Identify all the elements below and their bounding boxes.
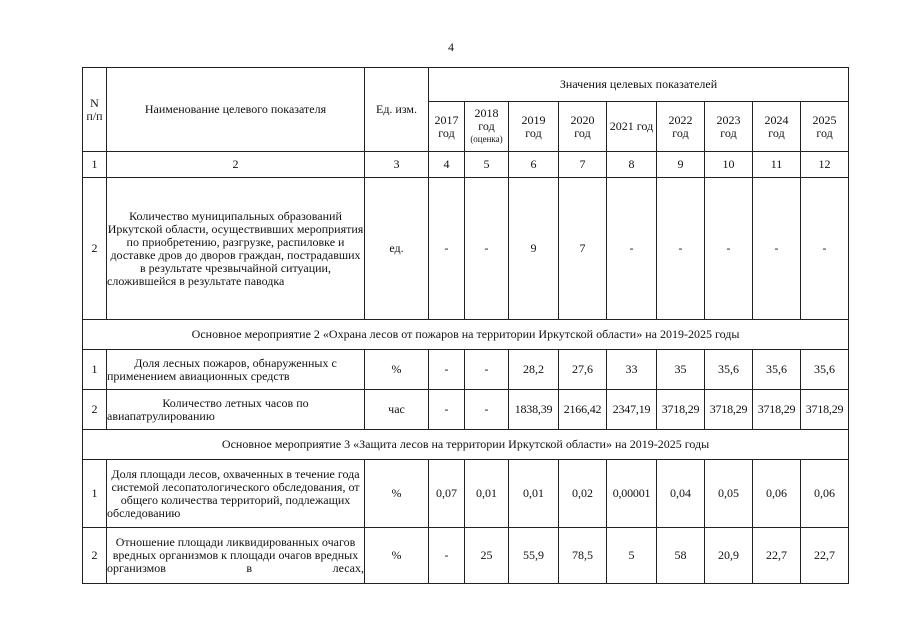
row-value: 20,9 xyxy=(705,528,753,584)
row-value: 0,06 xyxy=(801,460,849,528)
header-name: Наименование целевого показателя xyxy=(107,68,365,152)
row-unit: час xyxy=(365,390,429,430)
column-number: 10 xyxy=(705,152,753,178)
header-year-label: 2017 xyxy=(434,112,459,127)
header-year-sub: год xyxy=(574,125,591,140)
column-number: 8 xyxy=(607,152,657,178)
column-number: 3 xyxy=(365,152,429,178)
header-year-label: 2020 xyxy=(570,112,595,127)
row-num: 2 xyxy=(83,390,107,430)
row-value: - xyxy=(801,178,849,320)
header-year-label: 2023 xyxy=(716,112,741,127)
row-value: - xyxy=(429,528,465,584)
section-title: Основное мероприятие 3 «Защита лесов на территории Иркутской области» на 2019-2025 годы xyxy=(83,430,849,460)
header-year-0 xyxy=(429,102,465,152)
row-value: - xyxy=(753,178,801,320)
row-value: 2166,42 xyxy=(559,390,607,430)
page-number: 4 xyxy=(448,40,454,54)
header-values-title: Значения целевых показателей xyxy=(429,68,849,102)
row-value: - xyxy=(657,178,705,320)
header-year-note: (оценка) xyxy=(470,134,503,144)
header-year-sub: год xyxy=(816,125,833,140)
header-year-5 xyxy=(657,102,705,152)
row-num: 2 xyxy=(83,528,107,584)
column-number: 7 xyxy=(559,152,607,178)
column-number: 5 xyxy=(465,152,509,178)
header-year-sub: год xyxy=(438,125,455,140)
row-value: 9 xyxy=(509,178,559,320)
header-year-label: 2025 xyxy=(812,112,837,127)
table-row xyxy=(83,528,849,584)
row-value: - xyxy=(607,178,657,320)
header-year-sub: год xyxy=(525,125,542,140)
row-name: Отношение площади ликвидированных очагов вредных организмов к площади очагов вредных организмов в лесах, xyxy=(107,528,365,584)
row-value: 0,06 xyxy=(753,460,801,528)
header-year-3 xyxy=(559,102,607,152)
table-row xyxy=(83,390,849,430)
row-unit: % xyxy=(365,528,429,584)
row-value: 78,5 xyxy=(559,528,607,584)
row-name: Доля лесных пожаров, обнаруженных с применением авиационных средств xyxy=(107,350,365,390)
section-row xyxy=(83,430,849,460)
row-value: - xyxy=(705,178,753,320)
row-value: 22,7 xyxy=(753,528,801,584)
header-year-label: 2019 xyxy=(521,112,546,127)
row-value: 0,07 xyxy=(429,460,465,528)
row-unit: % xyxy=(365,350,429,390)
header-year-8 xyxy=(801,102,849,152)
row-value: - xyxy=(429,390,465,430)
header-year-2 xyxy=(509,102,559,152)
row-value: 0,02 xyxy=(559,460,607,528)
header-year-6 xyxy=(705,102,753,152)
row-num: 2 xyxy=(83,178,107,320)
column-number: 2 xyxy=(107,152,365,178)
header-year-label: 2024 xyxy=(764,112,789,127)
row-value: 35,6 xyxy=(705,350,753,390)
row-value: 35,6 xyxy=(801,350,849,390)
target-indicators-table xyxy=(82,67,849,584)
header-year-label: 2022 xyxy=(668,112,693,127)
row-value: 5 xyxy=(607,528,657,584)
row-value: 25 xyxy=(465,528,509,584)
row-value: 3718,29 xyxy=(753,390,801,430)
row-name: Доля площади лесов, охваченных в течение года системой лесопатологического обследования, от общего количества территорий, подлежащих обследованию xyxy=(107,460,365,528)
row-num: 1 xyxy=(83,460,107,528)
row-value: 35 xyxy=(657,350,705,390)
row-value: - xyxy=(465,390,509,430)
row-value: 0,01 xyxy=(465,460,509,528)
header-unit: Ед. изм. xyxy=(365,68,429,152)
row-value: 22,7 xyxy=(801,528,849,584)
row-value: 3718,29 xyxy=(657,390,705,430)
row-value: 58 xyxy=(657,528,705,584)
column-number: 11 xyxy=(753,152,801,178)
row-num: 1 xyxy=(83,350,107,390)
table-row xyxy=(83,460,849,528)
row-value: 28,2 xyxy=(509,350,559,390)
row-value: 3718,29 xyxy=(801,390,849,430)
row-name: Количество муниципальных образований Иркутской области, осуществивших мероприятия по приобретению, разгрузке, распиловке и доставке дров до дворов граждан, пострадавших в результате чрезвычайной ситуации, сложившейся в результате паводка xyxy=(107,178,365,320)
header-year-label: 2021 год xyxy=(609,119,654,133)
column-number: 9 xyxy=(657,152,705,178)
header-num: N п/п xyxy=(83,68,107,152)
row-value: - xyxy=(429,178,465,320)
row-value: 2347,19 xyxy=(607,390,657,430)
row-value: 0,05 xyxy=(705,460,753,528)
table-row xyxy=(83,350,849,390)
row-value: 1838,39 xyxy=(509,390,559,430)
row-value: 35,6 xyxy=(753,350,801,390)
section-title: Основное мероприятие 2 «Охрана лесов от пожаров на территории Иркутской области» на 2019-2025 годы xyxy=(83,320,849,350)
header-year-sub: год xyxy=(720,125,737,140)
header-year-sub: год xyxy=(768,125,785,140)
column-numbers-row xyxy=(83,152,849,178)
row-value: 3718,29 xyxy=(705,390,753,430)
table-row xyxy=(83,178,849,320)
header-row xyxy=(83,68,849,102)
row-value: 0,01 xyxy=(509,460,559,528)
header-year-1 xyxy=(465,102,509,152)
section-row xyxy=(83,320,849,350)
row-value: - xyxy=(465,350,509,390)
header-year-7 xyxy=(753,102,801,152)
row-value: - xyxy=(429,350,465,390)
row-value: 0,00001 xyxy=(607,460,657,528)
row-value: 0,04 xyxy=(657,460,705,528)
row-value: - xyxy=(465,178,509,320)
column-number: 1 xyxy=(83,152,107,178)
column-number: 6 xyxy=(509,152,559,178)
row-value: 7 xyxy=(559,178,607,320)
row-name: Количество летных часов по авиапатрулированию xyxy=(107,390,365,430)
row-unit: ед. xyxy=(365,178,429,320)
header-year-label: 2018 xyxy=(474,106,499,120)
row-value: 55,9 xyxy=(509,528,559,584)
column-number: 4 xyxy=(429,152,465,178)
header-year-4 xyxy=(607,102,657,152)
row-unit: % xyxy=(365,460,429,528)
header-year-sub: год xyxy=(672,125,689,140)
row-value: 33 xyxy=(607,350,657,390)
row-value: 27,6 xyxy=(559,350,607,390)
header-year-sub: год xyxy=(478,119,495,133)
column-number: 12 xyxy=(801,152,849,178)
